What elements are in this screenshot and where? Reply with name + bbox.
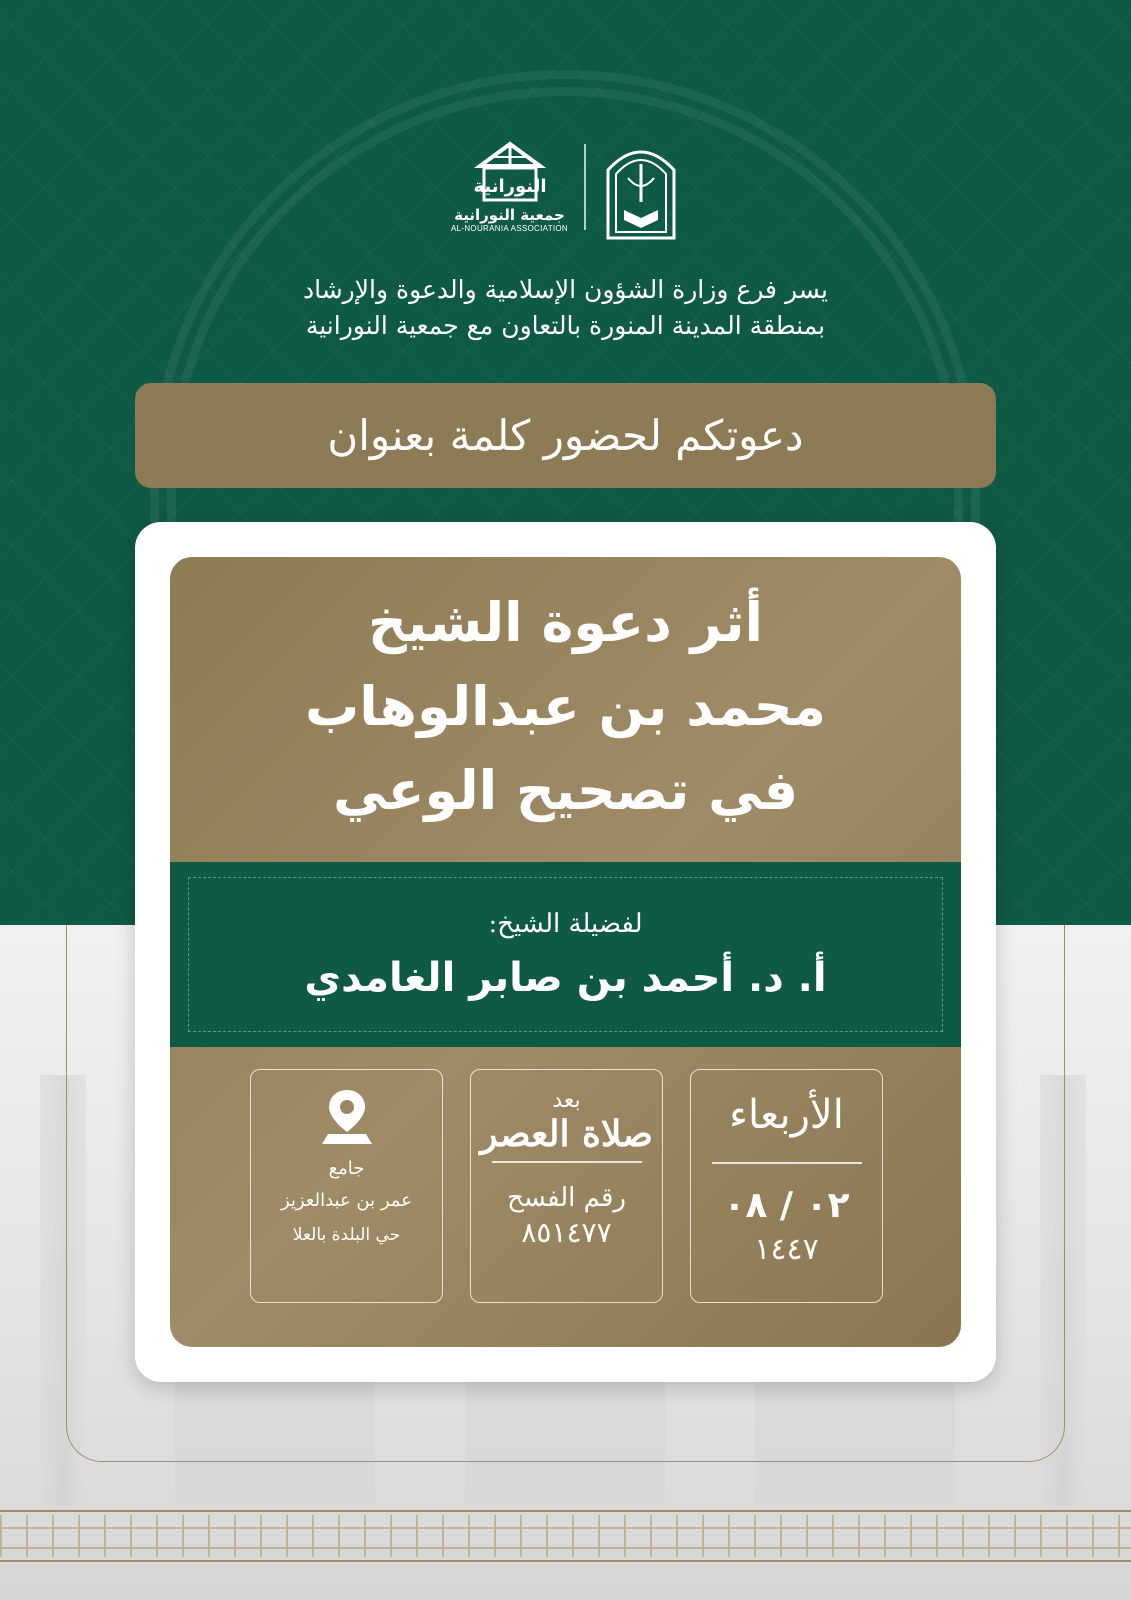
ministry-logo	[602, 140, 680, 240]
nourania-name-en: AL-NOURANIA ASSOCIATION	[451, 224, 568, 233]
title-line-3: في تصحيح الوعي	[332, 759, 799, 822]
event-year: ١٤٤٧	[754, 1231, 819, 1267]
time-box	[470, 1069, 663, 1303]
invitation-text: دعوتكم لحضور كلمة بعنوان	[327, 411, 804, 460]
border-line	[0, 1510, 1131, 1512]
speaker-label: لفضيلة الشيخ:	[488, 908, 643, 939]
nourania-name-ar: جمعية النورانية	[454, 206, 565, 224]
extension-number: ٨٥١٤٧٧	[521, 1215, 612, 1249]
intro-text	[0, 272, 1131, 344]
ministry-emblem-icon	[602, 140, 680, 240]
logo-divider	[584, 144, 586, 230]
intro-line-2: بمنطقة المدينة المنورة بالتعاون مع جمعية النورانية	[305, 311, 826, 340]
location-box	[250, 1069, 443, 1303]
date-box	[690, 1069, 883, 1303]
location-line-1: جامع	[328, 1158, 365, 1179]
lecture-title	[170, 587, 961, 827]
extension-label: رقم الفسح	[507, 1182, 626, 1213]
location-line-3: حي البلدة بالعلا	[292, 1225, 401, 1245]
location-pin-icon	[320, 1088, 374, 1146]
lecture-card	[135, 522, 996, 1382]
event-date: ٠٢ / ٠٨	[723, 1184, 850, 1226]
divider	[492, 1161, 642, 1163]
prayer-name: صلاة العصر	[480, 1113, 653, 1155]
location-line-2: عمر بن عبدالعزيز	[281, 1190, 412, 1211]
title-line-1: أثر دعوة الشيخ	[368, 591, 764, 654]
nourania-logo	[451, 140, 568, 233]
speaker-box	[188, 877, 943, 1032]
day-name: الأربعاء	[729, 1092, 844, 1138]
invitation-banner	[135, 383, 996, 488]
intro-line-1: يسر فرع وزارة الشؤون الإسلامية والدعوة والإرشاد	[302, 275, 828, 304]
nourania-mosque-icon	[470, 140, 550, 204]
speaker-band	[170, 862, 961, 1047]
border-line	[0, 1560, 1131, 1562]
divider	[712, 1162, 862, 1164]
title-line-2: محمد بن عبدالوهاب	[305, 675, 826, 738]
speaker-name: أ. د. أحمد بن صابر الغامدي	[304, 954, 827, 1001]
event-details	[170, 1047, 961, 1347]
logo-row	[0, 140, 1131, 250]
logo-mark-text: النورانية	[472, 176, 547, 197]
time-after: بعد	[552, 1088, 581, 1113]
ornament-border	[0, 1515, 1131, 1557]
lecture-card-inner	[170, 557, 961, 1347]
